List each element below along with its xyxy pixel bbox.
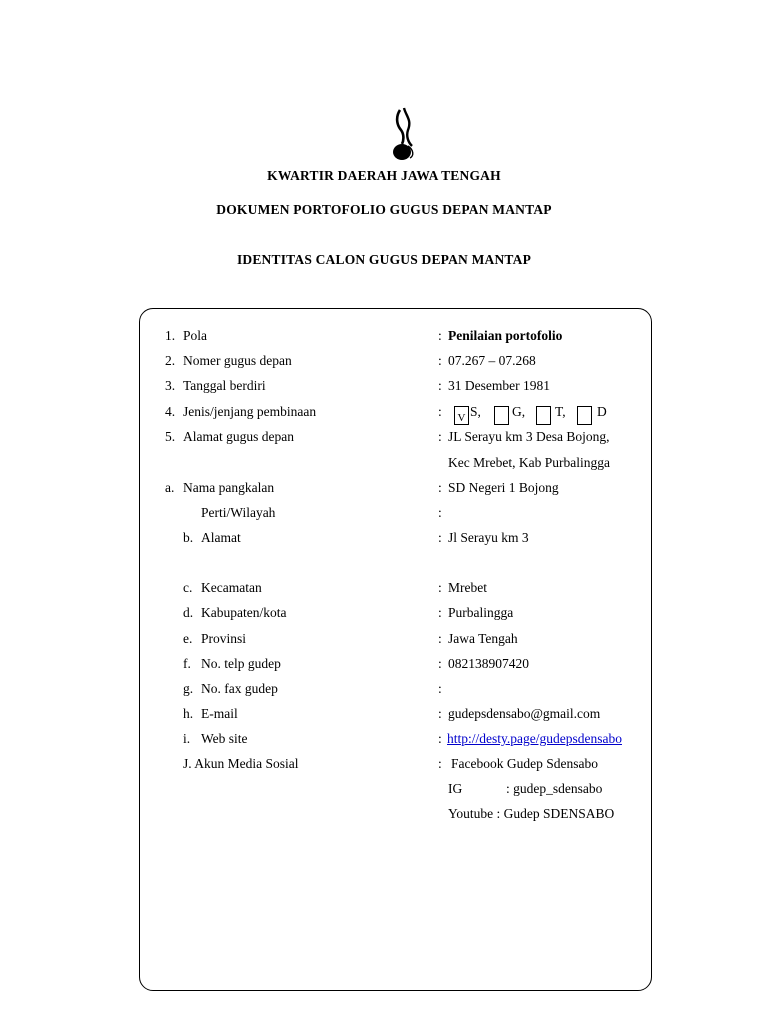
colon: : bbox=[438, 429, 442, 444]
telp-label: No. telp gudep bbox=[201, 656, 281, 671]
item-letter: g. bbox=[183, 681, 194, 696]
colon: : bbox=[438, 378, 442, 393]
item-letter: a. bbox=[165, 480, 175, 495]
colon: : bbox=[438, 353, 442, 368]
item-number: 4. bbox=[165, 404, 176, 419]
doc-title: DOKUMEN PORTOFOLIO GUGUS DEPAN MANTAP bbox=[216, 202, 552, 217]
nama-pangkalan-value: SD Negeri 1 Bojong bbox=[448, 480, 559, 495]
alamat-value: Jl Serayu km 3 bbox=[448, 530, 529, 545]
colon: : bbox=[438, 530, 442, 545]
alamat-gudep-value-line2: Kec Mrebet, Kab Purbalingga bbox=[448, 455, 610, 470]
item-letter: c. bbox=[183, 580, 193, 595]
item-letter: e. bbox=[183, 631, 193, 646]
nama-pangkalan-label: Nama pangkalan bbox=[183, 480, 275, 495]
checkbox-siaga[interactable]: V bbox=[454, 406, 469, 425]
section-title: IDENTITAS CALON GUGUS DEPAN MANTAP bbox=[236, 252, 532, 267]
item-letter: i. bbox=[183, 731, 191, 746]
item-letter: b. bbox=[183, 530, 194, 545]
checkbox-label: S, bbox=[470, 404, 481, 419]
item-letter: h. bbox=[183, 706, 194, 721]
colon: : bbox=[438, 480, 442, 495]
medsos-label: J. Akun Media Sosial bbox=[183, 756, 299, 771]
checkbox-label: T, bbox=[555, 404, 566, 419]
checkbox-penegak[interactable] bbox=[536, 406, 551, 425]
tanggal-label: Tanggal berdiri bbox=[183, 378, 266, 393]
colon: : bbox=[438, 656, 442, 671]
email-value: gudepsdensabo@gmail.com bbox=[448, 706, 601, 721]
colon: : bbox=[438, 731, 442, 746]
alamat-gudep-label: Alamat gugus depan bbox=[183, 429, 294, 444]
checkbox-label: G, bbox=[512, 404, 526, 419]
item-letter: d. bbox=[183, 605, 194, 620]
item-number: 1. bbox=[165, 328, 176, 343]
item-number: 3. bbox=[165, 378, 176, 393]
scout-tunas-kelapa-icon bbox=[386, 106, 420, 162]
ig-value: : gudep_sdensabo bbox=[506, 781, 603, 796]
telp-value: 082138907420 bbox=[448, 656, 529, 671]
colon: : bbox=[438, 706, 442, 721]
kabupaten-label: Kabupaten/kota bbox=[201, 605, 287, 620]
provinsi-value: Jawa Tengah bbox=[448, 631, 518, 646]
colon: : bbox=[438, 605, 442, 620]
kecamatan-label: Kecamatan bbox=[201, 580, 262, 595]
provinsi-label: Provinsi bbox=[201, 631, 247, 646]
colon: : bbox=[438, 404, 442, 419]
website-link[interactable]: http://desty.page/gudepsdensabo bbox=[447, 731, 622, 746]
org-title: KWARTIR DAERAH JAWA TENGAH bbox=[267, 168, 501, 183]
checkbox-label: D bbox=[597, 404, 607, 419]
checkbox-pandega[interactable] bbox=[577, 406, 592, 425]
nomer-value: 07.267 – 07.268 bbox=[448, 353, 536, 368]
tanggal-value: 31 Desember 1981 bbox=[448, 378, 550, 393]
checkbox-penggalang[interactable] bbox=[494, 406, 509, 425]
alamat-gudep-value-line1: JL Serayu km 3 Desa Bojong, bbox=[448, 429, 610, 444]
item-number: 5. bbox=[165, 429, 176, 444]
kecamatan-value: Mrebet bbox=[448, 580, 487, 595]
alamat-label: Alamat bbox=[201, 530, 241, 545]
facebook-value: Facebook Gudep Sdensabo bbox=[451, 756, 598, 771]
pola-label: Pola bbox=[183, 328, 208, 343]
colon: : bbox=[438, 580, 442, 595]
youtube-value: Youtube : Gudep SDENSABO bbox=[448, 806, 615, 821]
fax-label: No. fax gudep bbox=[201, 681, 278, 696]
ig-label: IG bbox=[448, 781, 463, 796]
perti-label: Perti/Wilayah bbox=[201, 505, 276, 520]
email-label: E-mail bbox=[201, 706, 238, 721]
kabupaten-value: Purbalingga bbox=[448, 605, 514, 620]
colon: : bbox=[438, 505, 442, 520]
item-letter: f. bbox=[183, 656, 191, 671]
colon: : bbox=[438, 328, 442, 343]
colon: : bbox=[438, 681, 442, 696]
website-label: Web site bbox=[201, 731, 248, 746]
nomer-label: Nomer gugus depan bbox=[183, 353, 292, 368]
colon: : bbox=[438, 631, 442, 646]
colon: : bbox=[438, 756, 442, 771]
pola-value: Penilaian portofolio bbox=[448, 328, 563, 343]
jenis-label: Jenis/jenjang pembinaan bbox=[183, 404, 317, 419]
item-number: 2. bbox=[165, 353, 176, 368]
